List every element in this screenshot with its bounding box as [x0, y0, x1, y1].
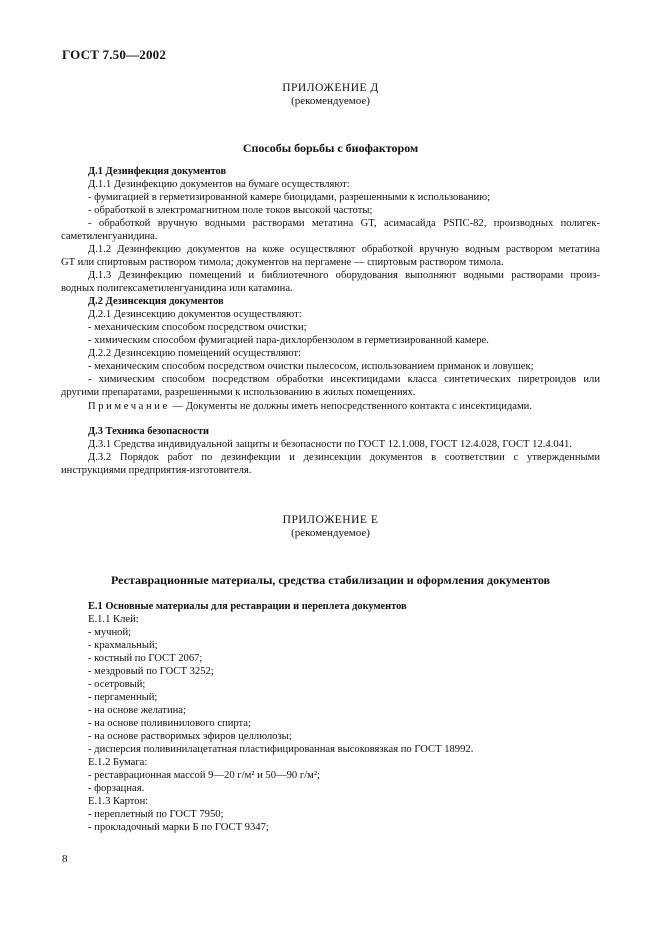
appendix-d-body	[61, 165, 600, 399]
text-line: Е.1.2 Бумага:	[88, 757, 148, 768]
note-label: Примечание	[88, 401, 170, 412]
appendix-e-title: ПРИЛОЖЕНИЕ Е	[282, 514, 379, 526]
section-subheading: Д.2 Дезинсекция документов	[88, 296, 224, 307]
text-line: - мучной;	[88, 627, 132, 638]
text-line: - реставрационная массой 9—20 г/м² и 50—90 г/м²;	[88, 770, 320, 781]
text-line: Д.1.1 Дезинфекцию документов на бумаге осуществляют:	[88, 179, 350, 190]
text-line: водных полигексаметиленгуанидина или катамина.	[61, 283, 293, 294]
appendix-e-header	[0, 514, 661, 540]
page-number: 8	[62, 853, 68, 865]
text-line: - форзацная.	[88, 783, 145, 794]
text-line: - дисперсия поливинилацетатная пластифицированная высоковязкая по ГОСТ 18992.	[88, 744, 474, 755]
text-line: - костный по ГОСТ 2067;	[88, 653, 203, 664]
appendix-e-heading: Реставрационные материалы, средства стабилизации и оформления документов	[111, 573, 550, 587]
text-line: - химическим способом фумигацией пара-дихлорбензолом в герметизированной камере.	[88, 335, 489, 346]
text-line: - на основе поливинилового спирта;	[88, 718, 251, 729]
text-line: Д.1.2 Дезинфекцию документов на коже осуществляют обработкой вручную водным раствором метатина	[88, 244, 600, 255]
text-line: Д.2.1 Дезинсекцию документов осуществляют:	[88, 309, 302, 320]
text-line: - мездровый по ГОСТ 3252;	[88, 666, 214, 677]
section-subheading: Е.1 Основные материалы для реставрации и переплета документов	[88, 601, 407, 612]
appendix-d-safety	[61, 425, 600, 477]
document-code: ГОСТ 7.50—2002	[62, 47, 167, 62]
text-line: - обработкой в электромагнитном поле токов высокой частоты;	[88, 205, 373, 216]
appendix-d-note	[88, 400, 600, 413]
text-line: Е.1.1 Клей:	[88, 614, 139, 625]
text-line: саметиленгуанидина.	[61, 231, 158, 242]
text-line: Д.2.2 Дезинсекцию помещений осуществляют:	[88, 348, 301, 359]
text-line: - переплетный по ГОСТ 7950;	[88, 809, 224, 820]
text-line: GT или спиртовым раствором тимола; документов на пергамене — спиртовым раствором тимола.	[61, 257, 504, 268]
text-line: - обработкой вручную водными растворами метатина GT, асимасайда PSПС-82, производных полигек-	[88, 218, 600, 229]
text-line: другими препаратами, разрешенными к использованию в жилых помещениях.	[61, 387, 416, 398]
text-line: - прокладочный марки Б по ГОСТ 9347;	[88, 822, 269, 833]
text-line: - механическим способом посредством очистки пылесосом, использованием приманок и ловушек;	[88, 361, 534, 372]
text-line: - химическим способом посредством обработки инсектицидами класса синтетических пиретроидов или	[88, 374, 600, 385]
text-line: Д.1.3 Дезинфекцию помещений и библиотечного оборудования выполняют водными растворами произ-	[88, 270, 600, 281]
text-line: - на основе растворимых эфиров целлюлозы;	[88, 731, 292, 742]
appendix-e-body	[88, 600, 600, 834]
text-line: - крахмальный;	[88, 640, 158, 651]
text-line: - на основе желатина;	[88, 705, 186, 716]
section-subheading: Д.3 Техника безопасности	[88, 426, 209, 437]
appendix-d-title: ПРИЛОЖЕНИЕ Д	[282, 82, 379, 94]
text-line: - осетровый;	[88, 679, 146, 690]
appendix-e-subtitle: (рекомендуемое)	[291, 527, 370, 539]
text-line: инструкциями предприятия-изготовителя.	[61, 465, 252, 476]
text-line: Д.3.1 Средства индивидуальной защиты и безопасности по ГОСТ 12.1.008, ГОСТ 12.4.028, ГОСТ 12.4.041.	[88, 439, 572, 450]
section-subheading: Д.1 Дезинфекция документов	[88, 166, 227, 177]
note-text: — Документы не должны иметь непосредственного контакта с инсектицидами.	[169, 401, 532, 412]
appendix-d-header	[0, 82, 661, 108]
appendix-d-heading: Способы борьбы с биофактором	[242, 141, 419, 155]
appendix-d-subtitle: (рекомендуемое)	[291, 95, 370, 107]
text-line: - фумигацией в герметизированной камере биоцидами, разрешенными к использованию;	[88, 192, 491, 203]
text-line: Д.3.2 Порядок работ по дезинфекции и дезинсекции документов в соответствии с утвержденными	[88, 452, 600, 463]
text-line: - механическим способом посредством очистки;	[88, 322, 307, 333]
text-line: Е.1.3 Картон:	[88, 796, 149, 807]
text-line: - пергаменный;	[88, 692, 158, 703]
